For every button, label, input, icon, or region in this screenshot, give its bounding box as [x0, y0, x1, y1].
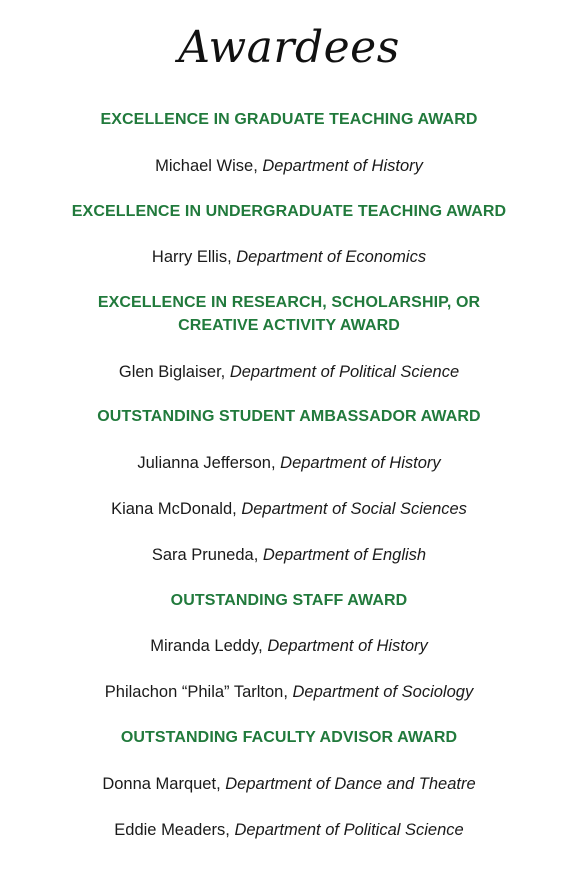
- awardee-name: Michael Wise: [155, 157, 254, 175]
- awardee-department: Department of Sociology: [292, 683, 474, 701]
- award-heading: OUTSTANDING STAFF AWARD: [170, 592, 408, 609]
- awardee-department: Department of History: [267, 637, 428, 655]
- awardee-name: Sara Pruneda: [151, 546, 254, 564]
- awardee-name: Eddie Meaders: [114, 821, 226, 839]
- award-heading: OUTSTANDING FACULTY ADVISOR AWARD: [120, 729, 458, 746]
- award-heading: EXCELLENCE IN UNDERGRADUATE TEACHING AWARD: [71, 203, 507, 220]
- award-heading: EXCELLENCE IN RESEARCH, SCHOLARSHIP, OR: [97, 294, 481, 311]
- awardee-name: Philachon “Phila” Tarlton: [104, 683, 284, 701]
- awardee-entry: Donna Marquet, Department of Dance and Theatre: [102, 775, 476, 793]
- awardee-department: Department of Political Science: [229, 363, 460, 381]
- awardee-entry: Philachon “Phila” Tarlton, Department of Sociology: [104, 683, 474, 701]
- awardee-name: Donna Marquet: [102, 775, 217, 793]
- award-heading: OUTSTANDING STUDENT AMBASSADOR AWARD: [97, 408, 481, 425]
- awardee-name: Kiana McDonald: [111, 500, 233, 518]
- awardee-entry: Miranda Leddy, Department of History: [150, 637, 428, 655]
- awardee-entry: Kiana McDonald, Department of Social Sciences: [111, 500, 467, 518]
- page-title: Awardees: [178, 22, 400, 73]
- awardee-entry: Michael Wise, Department of History: [155, 157, 423, 175]
- awardee-entry: Sara Pruneda, Department of English: [151, 546, 427, 564]
- awardee-department: Department of Social Sciences: [241, 500, 467, 518]
- awardee-department: Department of Dance and Theatre: [225, 775, 476, 793]
- awardee-department: Department of Political Science: [234, 821, 464, 839]
- awardee-entry: Eddie Meaders, Department of Political Science: [114, 821, 464, 839]
- awardee-name: Julianna Jefferson: [137, 454, 271, 472]
- award-heading: EXCELLENCE IN GRADUATE TEACHING AWARD: [100, 111, 478, 128]
- awardee-department: Department of History: [280, 454, 441, 472]
- awardee-entry: Julianna Jefferson, Department of History: [137, 454, 441, 472]
- award-heading-continued: CREATIVE ACTIVITY AWARD: [178, 317, 400, 334]
- awardee-name: Glen Biglaiser: [118, 363, 221, 381]
- awardee-name: Harry Ellis: [151, 248, 228, 266]
- awardee-name: Miranda Leddy: [150, 637, 259, 655]
- awardee-department: Department of Economics: [236, 248, 427, 266]
- awardee-department: Department of History: [262, 157, 423, 175]
- awardee-entry: Harry Ellis, Department of Economics: [151, 248, 427, 266]
- awardee-department: Department of English: [262, 546, 427, 564]
- awardee-entry: Glen Biglaiser, Department of Political Science: [118, 363, 460, 381]
